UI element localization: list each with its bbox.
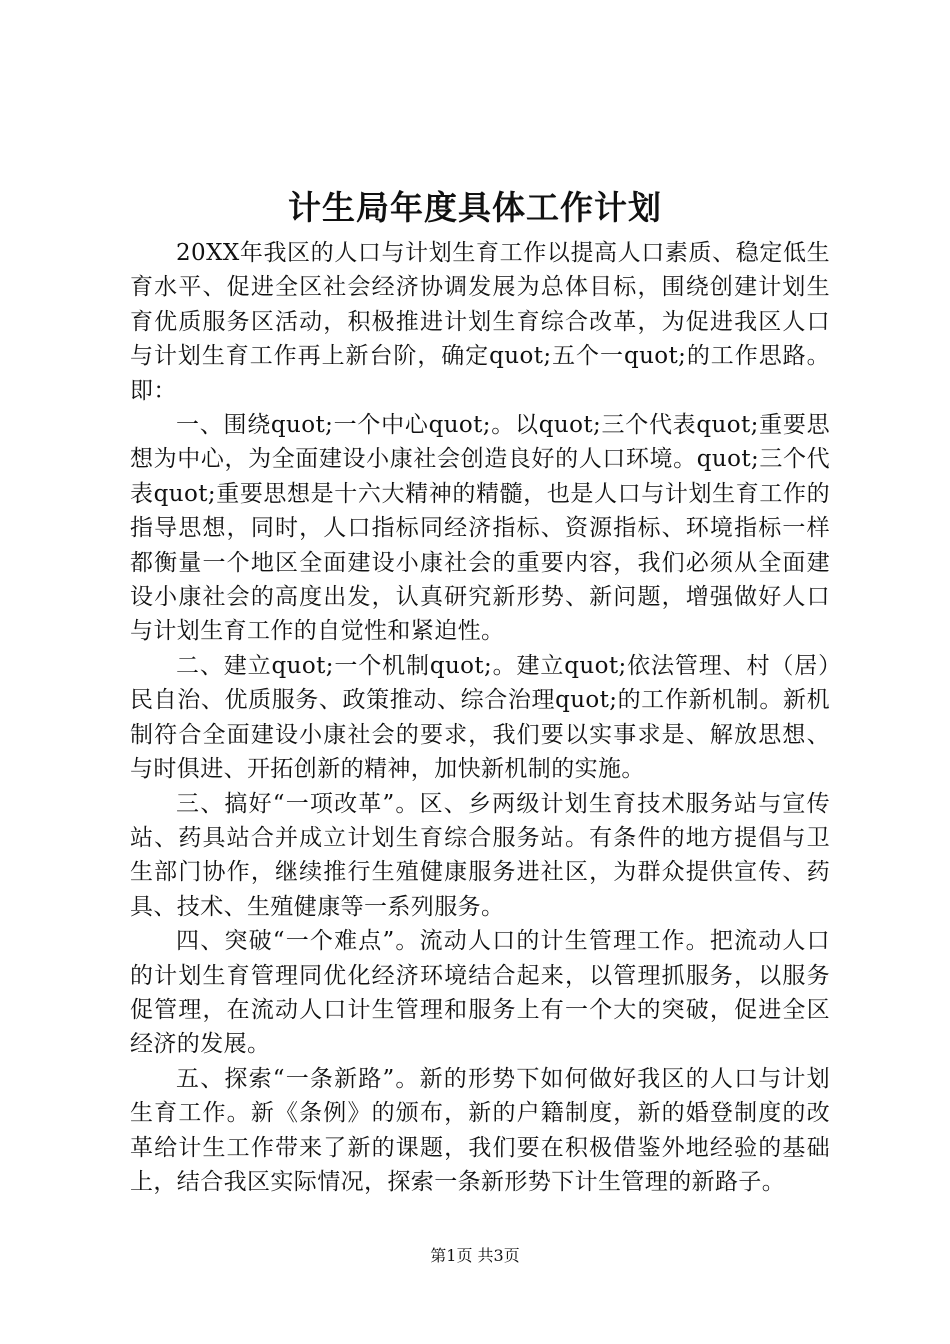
document-body (130, 236, 830, 1199)
paragraph-item-4: 四、突破“一个难点”。流动人口的计生管理工作。把流动人口的计划生育管理同优化经济环境结合起来，以管理抓服务，以服务促管理，在流动人口计生管理和服务上有一个大的突破，促进全区经济的发展。 (130, 928, 830, 1058)
page-number-footer: 第1页 共3页 (430, 1246, 520, 1265)
paragraph-intro: 20XX年我区的人口与计划生育工作以提高人口素质、稳定低生育水平、促进全区社会经济协调发展为总体目标，围绕创建计划生育优质服务区活动，积极推进计划生育综合改革，为促进我区人口与计划生育工作再上新台阶，确定quot;五个一quot;的工作思路。即： (130, 240, 830, 404)
document-title: 计生局年度具体工作计划 (288, 188, 662, 227)
paragraph-item-2: 二、建立quot;一个机制quot;。建立quot;依法管理、村（居）民自治、优质服务、政策推动、综合治理quot;的工作新机制。新机制符合全面建设小康社会的要求，我们要以实事求是、解放思想、与时俱进、开拓创新的精神，加快新机制的实施。 (130, 652, 830, 783)
paragraph-item-5: 五、探索“一条新路”。新的形势下如何做好我区的人口与计划生育工作。新《条例》的颁布，新的户籍制度，新的婚登制度的改革给计生工作带来了新的课题，我们要在积极借鉴外地经验的基础上，结合我区实际情况，探索一条新形势下计生管理的新路子。 (130, 1065, 830, 1195)
paragraph-item-3: 三、搞好“一项改革”。区、乡两级计划生育技术服务站与宣传站、药具站合并成立计划生育综合服务站。有条件的地方提倡与卫生部门协作，继续推行生殖健康服务进社区，为群众提供宣传、药具、技术、生殖健康等一系列服务。 (130, 790, 830, 920)
paragraph-item-1: 一、围绕quot;一个中心quot;。以quot;三个代表quot;重要思想为中心，为全面建设小康社会创造良好的人口环境。quot;三个代表quot;重要思想是十六大精神的精髓，也是人口与计划生育工作的指导思想，同时，人口指标同经济指标、资源指标、环境指标一样都衡量一个地区全面建设小康社会的重要内容，我们必须从全面建设小康社会的高度出发，认真研究新形势、新问题，增强做好人口与计划生育工作的自觉性和紧迫性。 (130, 412, 830, 645)
